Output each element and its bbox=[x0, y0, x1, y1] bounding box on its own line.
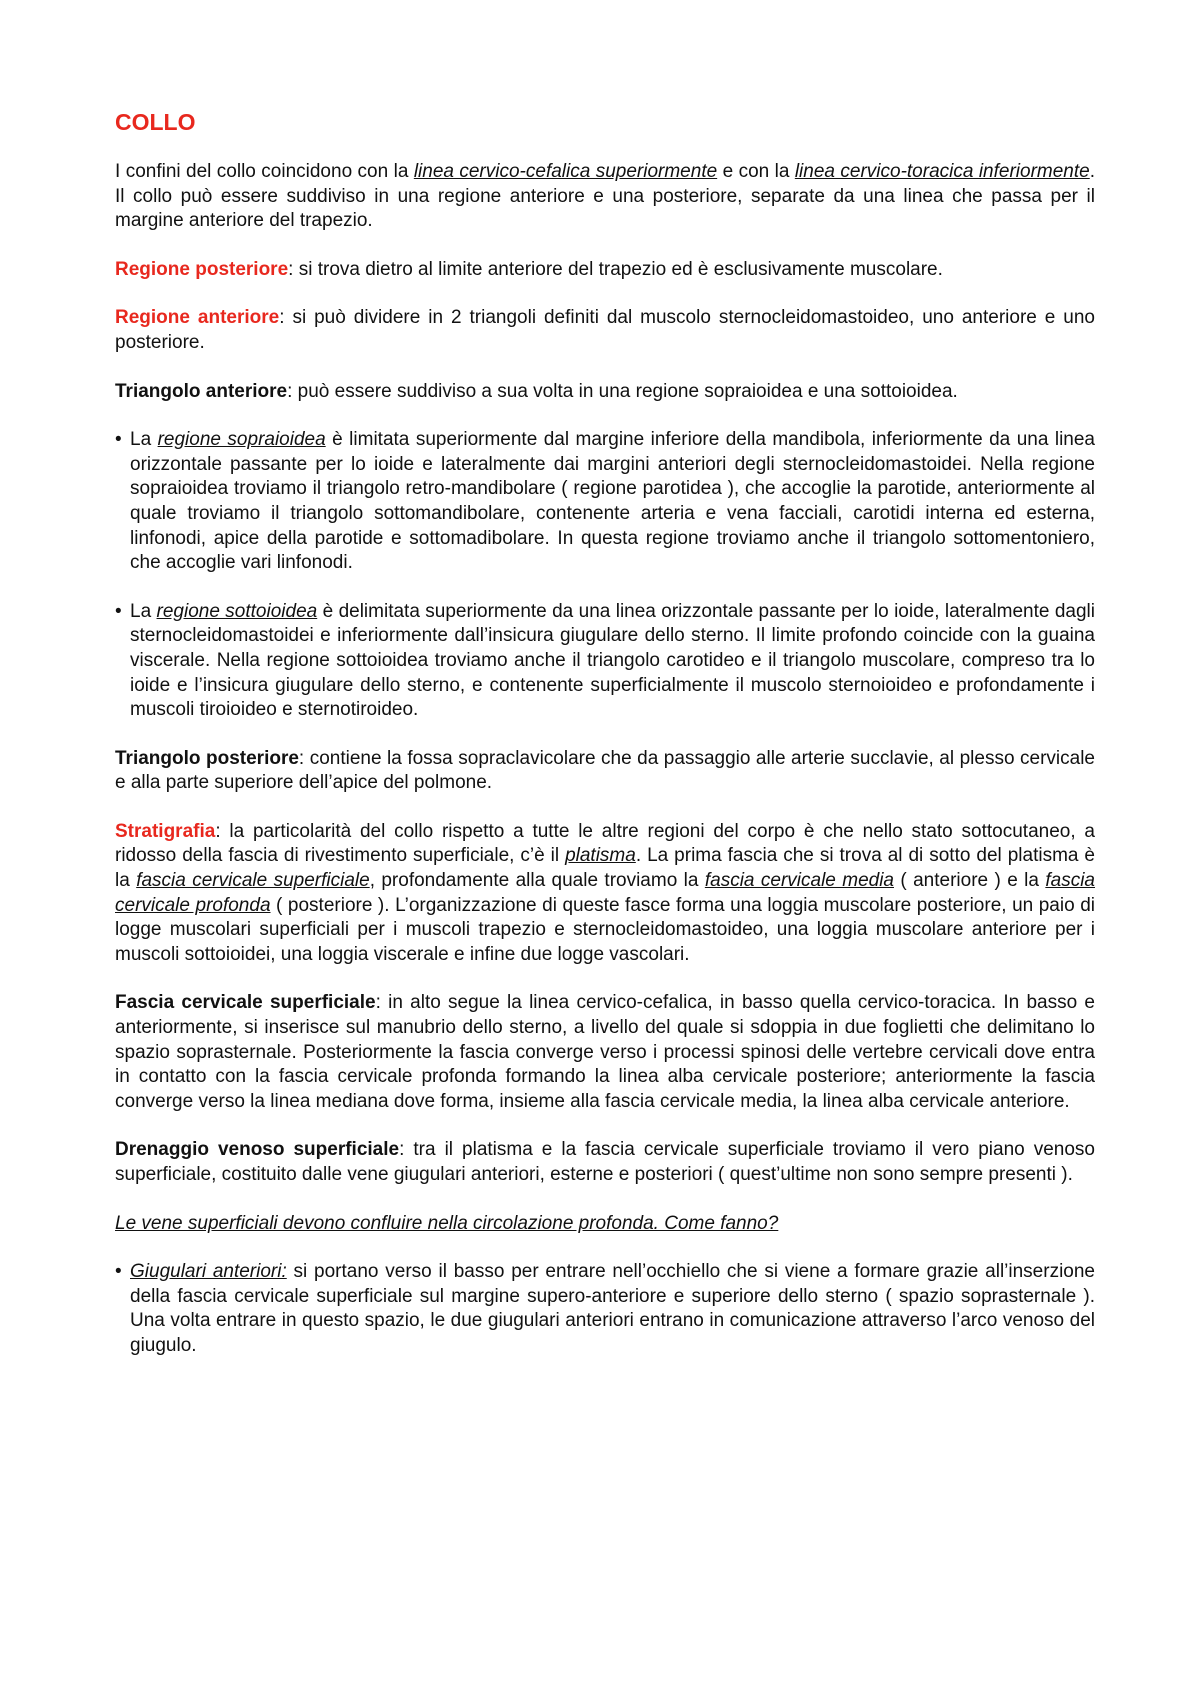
sopraioidea-text-1: La bbox=[130, 429, 158, 451]
stratigrafia-text-5: ( posteriore ). L’organizzazione di queste fasce forma una loggia muscolare posteriore, un paio di logge muscolari superficiali per i muscoli trapezio e sternocleidomastoideo, una loggia muscolare anteriore per i muscoli sottoioidei, una loggia viscerale e infine due logge vascolari. bbox=[115, 894, 1095, 965]
stratigrafia-text-3: , profondamente alla quale troviamo la bbox=[369, 870, 705, 892]
fascia-superficiale-heading: Fascia cervicale superficiale bbox=[115, 992, 376, 1014]
question-paragraph bbox=[115, 1212, 1095, 1237]
stratigrafia-term-fascia-profonda: fascia cervicale profonda bbox=[115, 870, 1095, 916]
stratigrafia-text-1: : la particolarità del collo rispetto a tutte le altre regioni del corpo è che nello stato sottocutaneo, a ridosso della fascia di rivestimento superficiale, c’è il bbox=[115, 820, 1095, 867]
anterior-region-text: : si può dividere in 2 triangoli definiti dal muscolo sternocleidomastoideo, uno anteriore e uno posteriore. bbox=[115, 307, 1096, 353]
intro-text-3: . Il collo può essere suddiviso in una regione anteriore e una posteriore, separate da una linea che passa per il margine anteriore del trapezio. bbox=[115, 161, 1096, 232]
stratigrafia-term-fascia-media: fascia cervicale media bbox=[704, 870, 894, 892]
sopraioidea-term: regione sopraioidea bbox=[157, 429, 326, 451]
document-page bbox=[115, 108, 1095, 1383]
giugulari-term: Giugulari anteriori: bbox=[130, 1261, 287, 1283]
drenaggio-paragraph bbox=[115, 1138, 1095, 1187]
stratigrafia-text-2: . La prima fascia che si trova al di sotto del platisma è la bbox=[115, 845, 1095, 892]
posterior-triangle-paragraph bbox=[115, 747, 1095, 796]
posterior-region-paragraph bbox=[115, 258, 1095, 283]
sopraioidea-list bbox=[115, 428, 1095, 576]
giugulari-text: si portano verso il basso per entrare nell’occhiello che si viene a formare grazie all’inserzione della fascia cervicale superficiale sul margine supero-anteriore e superiore dello sterno ( spazio soprasternale ). Una volta entrare in questo spazio, le due giugulari anteriori entrano in comunicazione attraverso l’arco venoso del giugulo. bbox=[130, 1261, 1095, 1356]
question-text: Le vene superficiali devono confluire nella circolazione profonda. Come fanno? bbox=[115, 1212, 779, 1234]
sopraioidea-text-2: è limitata superiormente dal margine inferiore della mandibola, inferiormente da una linea orizzontale passante per lo ioide e lateralmente dai margini anteriori degli sternocleidomastoidei. Nella regione sopraioidea troviamo il triangolo retro-mandibolare ( regione parotidea ), che accoglie la parotide, anteriormente al quale troviamo il triangolo sottomandibolare, contenente arteria e vena facciali, carotidi interna ed esterna, linfonodi, apice della parotide e sottomadibolare. In questa regione troviamo anche il triangolo sottomentoniero, che accoglie vari linfonodi. bbox=[130, 429, 1095, 574]
posterior-triangle-heading: Triangolo posteriore bbox=[115, 747, 299, 769]
intro-paragraph bbox=[115, 160, 1095, 234]
stratigrafia-paragraph bbox=[115, 820, 1095, 968]
anterior-region-paragraph bbox=[115, 306, 1095, 355]
intro-text-2: e con la bbox=[717, 161, 795, 182]
stratigrafia-term-fascia-superficiale: fascia cervicale superficiale bbox=[136, 870, 370, 892]
sottoioidea-text-1: La bbox=[130, 600, 157, 622]
intro-term-cervico-toracica: linea cervico-toracica inferiormente bbox=[794, 161, 1090, 182]
anterior-triangle-heading: Triangolo anteriore bbox=[115, 380, 288, 402]
drenaggio-text: : tra il platisma e la fascia cervicale superficiale troviamo il vero piano venoso superficiale, costituito dalle vene giugulari anteriori, esterne e posteriori ( quest’ultime non sono sempre presenti ). bbox=[115, 1139, 1095, 1185]
list-item-giugulari bbox=[115, 1260, 1095, 1358]
sottoioidea-list bbox=[115, 600, 1095, 723]
bullet-icon: • bbox=[115, 600, 122, 622]
fascia-superficiale-paragraph bbox=[115, 991, 1095, 1114]
page-title: COLLO bbox=[115, 109, 196, 135]
stratigrafia-text-4: ( anteriore ) e la bbox=[894, 870, 1046, 892]
posterior-region-heading: Regione posteriore bbox=[115, 258, 289, 280]
posterior-triangle-text: : contiene la fossa sopraclavicolare che da passaggio alle arterie succlavie, al plesso cervicale e alla parte superiore dell’apice del polmone. bbox=[115, 747, 1095, 794]
fascia-superficiale-text: : in alto segue la linea cervico-cefalica, in basso quella cervico-toracica. In basso e anteriormente, si inserisce sul manubrio dello sterno, a livello del quale si sdoppia in due foglietti che delimitano lo spazio soprasternale. Posteriormente la fascia converge verso i processi spinosi delle vertebre cervicali dove entra in contatto con la fascia cervicale profonda formando la linea alba cervicale posteriore; anteriormente la fascia converge verso la linea mediana dove forma, insieme alla fascia cervicale media, la linea alba cervicale anteriore. bbox=[115, 992, 1095, 1112]
stratigrafia-term-platisma: platisma bbox=[565, 845, 636, 867]
list-item-sopraioidea bbox=[115, 428, 1095, 576]
list-item-sottoioidea bbox=[115, 600, 1095, 723]
anterior-region-heading: Regione anteriore bbox=[115, 307, 280, 329]
intro-text-1: I confini del collo coincidono con la bbox=[115, 161, 414, 182]
posterior-region-text: : si trova dietro al limite anteriore del trapezio ed è esclusivamente muscolare. bbox=[288, 258, 943, 280]
stratigrafia-heading: Stratigrafia bbox=[115, 820, 216, 842]
giugulari-list bbox=[115, 1260, 1095, 1358]
drenaggio-heading: Drenaggio venoso superficiale bbox=[115, 1139, 400, 1161]
sottoioidea-term: regione sottoioidea bbox=[156, 600, 318, 622]
bullet-icon: • bbox=[115, 429, 122, 451]
bullet-icon: • bbox=[115, 1261, 122, 1283]
sottoioidea-text-2: è delimitata superiormente da una linea orizzontale passante per lo ioide, lateralmente dagli sternocleidomastoidei e inferiormente dall’insicura giugulare dello sterno. Il limite profondo coincide con la guaina viscerale. Nella regione sottoioidea troviamo anche il triangolo carotideo e il triangolo muscolare, compreso tra lo ioide e l’insicura giugulare dello sterno, e contenente superficialmente il muscolo sternoioideo e profondamente i muscoli tiroioideo e sternotiroideo. bbox=[130, 600, 1095, 721]
anterior-triangle-paragraph bbox=[115, 380, 1095, 405]
anterior-triangle-text: : può essere suddiviso a sua volta in una regione sopraioidea e una sottoioidea. bbox=[287, 380, 958, 402]
intro-term-cervico-cefalica: linea cervico-cefalica superiormente bbox=[413, 161, 718, 182]
